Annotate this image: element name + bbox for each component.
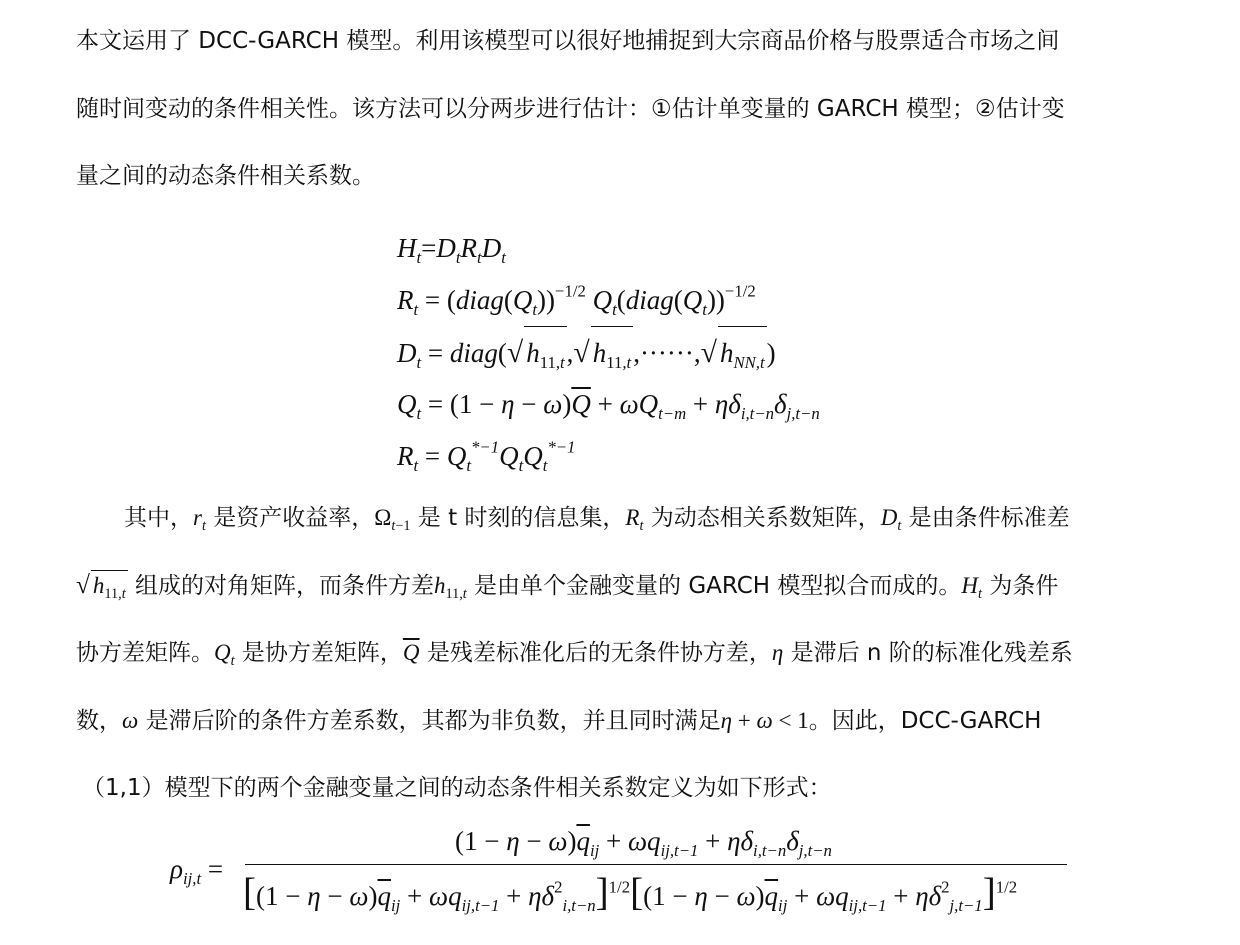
rho-equation (170, 826, 1070, 926)
equation-block (397, 222, 917, 482)
equation-ht: $H_t=D_tR_tD_t$ (397, 233, 506, 267)
paragraph2-line2: √ $h_{11,t}$ 组成的对角矩阵，而条件方差$h_{11,t}$ 是由单个金融变量的 GARCH 模型拟合而成的。$H_t$ 为条件 (76, 571, 1059, 602)
paragraph1-line3: 量之间的动态条件相关系数。 (76, 163, 375, 189)
paragraph1-line1: 本文运用了 DCC-GARCH 模型。利用该模型可以很好地捕捉到大宗商品价格与股票适合市场之间 (76, 28, 1060, 54)
equation-dt: $D_t$ = diag(√ $h_{11,t},√$ $h_{11,t},\cdot\cdot\cdot\cdot\cdot\cdot,√$ $h_{NN,t}$) (397, 326, 917, 378)
fraction-line (245, 864, 1067, 865)
paragraph2-line5: （1,1）模型下的两个金融变量之间的动态条件相关系数定义为如下形式： (82, 775, 832, 801)
rho-lhs: $\rho_{ij,t}$ = (170, 854, 224, 888)
equation-rt-2: $R_t = Q_t^{*-1}Q_tQ_t^{*-1}$ (397, 437, 576, 475)
paragraph2-line1: 其中，$r_t$ 是资产收益率，$\Omega_{t-1}$ 是 t 时刻的信息集，$R_t$ 为动态相关系数矩阵，$D_t$ 是由条件标准差 (124, 505, 1070, 534)
rho-numerator: $(1 - \eta - \omega)\overline{q}_{ij} + \omega q_{ij,t-1} + \eta\delta_{i,t-n}\delta_{j,t-n}$ (455, 826, 832, 860)
equation-qt: $Q_t = (1 - \eta - \omega)\overline{Q} + \omega Q_{t-m} + \eta\delta_{i,t-n}\delta_{j,t-n}$ (397, 389, 820, 423)
paragraph2-line3: 协方差矩阵。$Q_t$ 是协方差矩阵，$\overline{Q}$ 是残差标准化后的无条件协方差，η 是滞后 n 阶的标准化残差系 (76, 640, 1073, 669)
paragraph2-line4: 数，ω 是滞后阶的条件方差系数，其都为非负数，并且同时满足η + ω < 1。因此，DCC-GARCH (76, 708, 1042, 734)
rho-denominator: $[(1 - \eta - \omega)\overline{q}_{ij} + \omega q_{ij,t-1} + \eta\delta^2_{i,t-n}]^{1/2}[(1 - \eta - \omega)\overline{q}_{ij} + \omega q_{ij,t-1} + \eta\delta^2_{j,t-1}]^{1/2}$ (243, 871, 1018, 915)
paragraph1-line2: 随时间变动的条件相关性。该方法可以分两步进行估计：①估计单变量的 GARCH 模型；②估计变 (76, 96, 1065, 122)
equation-rt: $R_t$ = $(diag(Q_t))^{-1/2}$ $Q_t(diag(Q_t))^{-1/2}$ (397, 281, 756, 319)
